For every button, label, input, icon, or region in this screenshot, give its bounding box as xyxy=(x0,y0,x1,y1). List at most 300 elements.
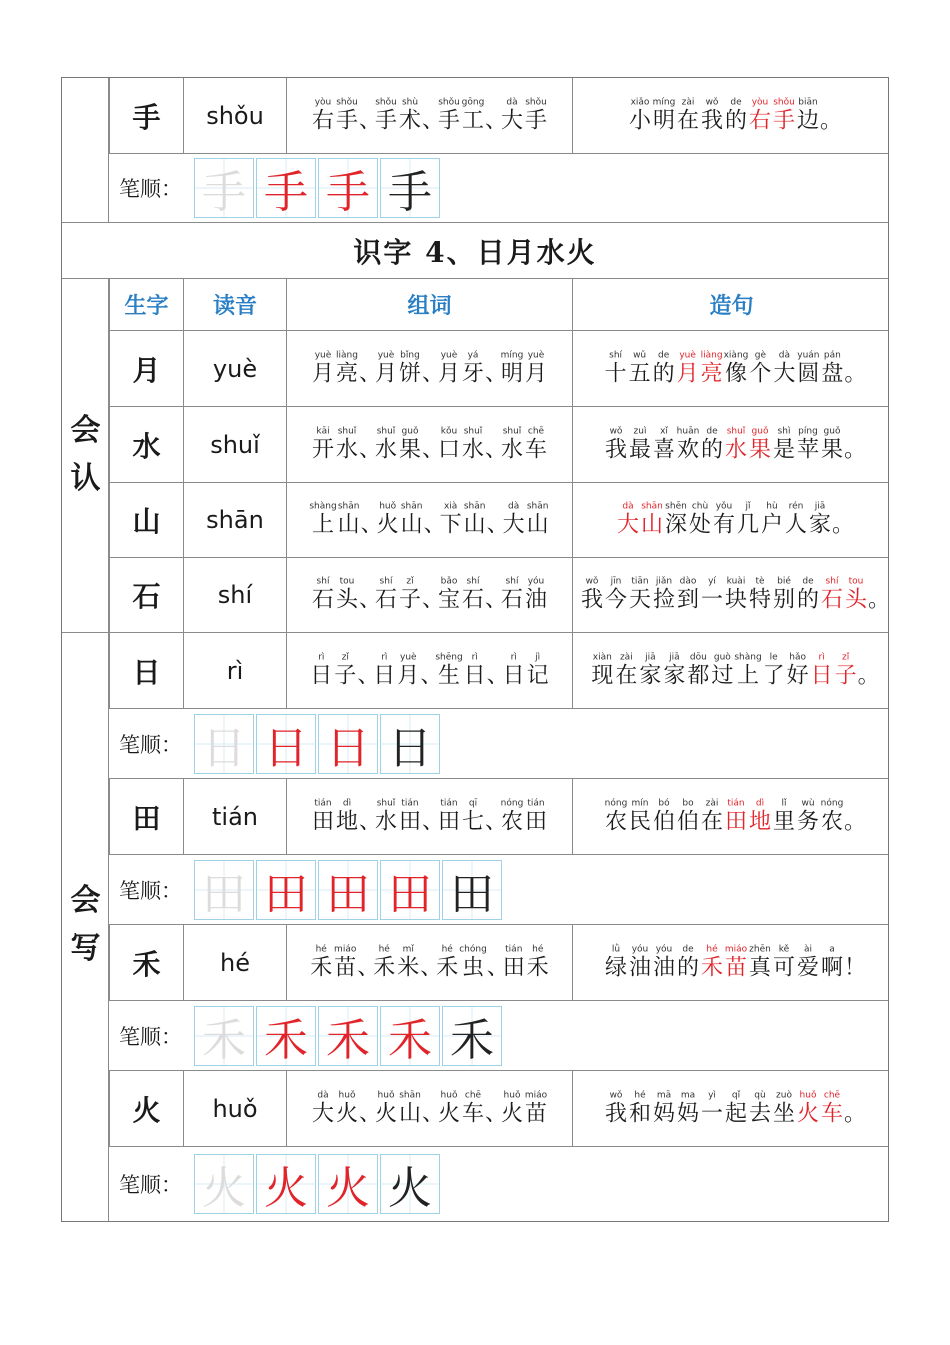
pinyin-annotation: dào xyxy=(679,576,697,587)
stroke-step-char: 手 xyxy=(388,167,432,218)
pinyin-annotation: guǒ xyxy=(751,426,769,436)
hanzi: 、 xyxy=(422,361,445,386)
stroke-step-char: 火 xyxy=(326,1163,370,1214)
stroke-order-label: 笔顺： xyxy=(119,732,182,757)
hanzi: 、 xyxy=(422,437,445,462)
hanzi: 、 xyxy=(485,361,508,386)
ruby-char xyxy=(820,426,844,463)
ruby-char xyxy=(374,97,398,134)
pinyin-annotation: píng xyxy=(798,426,818,436)
hanzi: 、 xyxy=(420,663,443,688)
pinyin-annotation: hǎo xyxy=(789,652,807,662)
hanzi: 欢 xyxy=(676,437,699,462)
pinyin-annotation: jiǎn xyxy=(655,576,673,587)
stroke-step-char: 日 xyxy=(388,722,432,774)
pinyin-annotation: shí xyxy=(505,576,519,587)
sentence-line xyxy=(573,97,890,134)
hanzi: 去 xyxy=(748,1101,771,1126)
pinyin-annotation: miáo xyxy=(724,944,748,954)
ruby-char xyxy=(502,944,526,981)
ruby-char xyxy=(604,577,628,614)
ruby-char xyxy=(796,97,820,134)
pinyin-annotation: zhēn xyxy=(749,944,771,954)
pinyin-annotation: zuò xyxy=(776,1090,792,1100)
recognize-row-4 xyxy=(109,558,891,633)
pinyin-annotation: yóu xyxy=(631,944,649,954)
ruby-char xyxy=(700,798,724,835)
ruby-char xyxy=(724,97,748,134)
hanzi: 天 xyxy=(628,587,651,613)
hanzi: 可 xyxy=(772,955,795,980)
words-cell xyxy=(286,331,572,406)
words-line xyxy=(287,97,572,134)
pinyin-annotation: wù xyxy=(801,798,815,808)
hanzi: 水 xyxy=(724,437,747,462)
pinyin-annotation: shǒu xyxy=(438,97,460,107)
hanzi: 我 xyxy=(700,108,723,133)
ruby-char xyxy=(710,652,734,689)
hanzi: 。 xyxy=(844,1101,867,1126)
ruby-char xyxy=(437,350,461,387)
ruby-char xyxy=(734,652,761,689)
ruby-char xyxy=(500,798,524,835)
ruby-char xyxy=(652,798,676,835)
hanzi: 、 xyxy=(486,663,509,688)
punctuation xyxy=(485,97,508,134)
char-cell: 火 xyxy=(109,1071,183,1146)
hanzi: 、 xyxy=(423,512,446,538)
ruby-char xyxy=(762,652,786,689)
hanzi: 、 xyxy=(422,587,445,613)
write-row-2 xyxy=(109,779,888,855)
pinyin-annotation: zǐ xyxy=(842,652,850,662)
pinyin-annotation: bié xyxy=(777,576,791,587)
ruby-char xyxy=(724,426,748,463)
ruby-char xyxy=(652,426,676,463)
hanzi: 、 xyxy=(485,587,508,613)
pinyin-annotation: dà xyxy=(778,350,790,360)
category-write-char-2: 写 xyxy=(70,931,101,966)
ruby-char xyxy=(736,502,760,539)
words-line xyxy=(287,502,572,539)
pinyin-annotation: tè xyxy=(755,576,765,587)
stroke-step-char: 禾 xyxy=(264,1014,308,1066)
ruby-char xyxy=(808,502,832,539)
pinyin-annotation: gōng xyxy=(461,97,485,107)
ruby-char xyxy=(628,350,652,387)
pinyin-annotation: yuè xyxy=(377,350,395,360)
write-row-3 xyxy=(109,925,888,1001)
hanzi: 月 xyxy=(311,361,334,386)
pinyin-annotation: mín xyxy=(631,798,649,808)
pinyin-annotation: hé xyxy=(378,944,390,954)
ruby-char xyxy=(524,1090,548,1127)
words-cell xyxy=(286,779,572,854)
hanzi: 石 xyxy=(820,587,843,613)
punctuation xyxy=(844,798,867,835)
ruby-char xyxy=(500,426,524,463)
stroke-step-char: 禾 xyxy=(326,1014,370,1066)
ruby-char xyxy=(335,97,359,134)
ruby-char xyxy=(524,350,548,387)
sentence-cell xyxy=(572,1071,890,1146)
category-recognize-char-1: 会 xyxy=(70,413,101,448)
ruby-char xyxy=(604,944,628,981)
ruby-char xyxy=(628,97,652,134)
pinyin-annotation: hù xyxy=(766,501,778,512)
pinyin-annotation: yì xyxy=(708,1090,716,1100)
stroke-boxes xyxy=(194,1006,504,1066)
pinyin-annotation: ma xyxy=(680,1090,696,1100)
write-row-4 xyxy=(109,1071,888,1147)
pinyin-annotation: yuè xyxy=(679,350,696,360)
hanzi: 油 xyxy=(628,955,651,980)
stroke-step-box xyxy=(380,1154,440,1214)
pinyin-cell: huǒ xyxy=(183,1071,286,1146)
punctuation xyxy=(357,652,380,689)
char-cell: 禾 xyxy=(109,925,183,1000)
pinyin-annotation: kāi xyxy=(316,426,330,436)
lesson-title: 识字 4、日月水火 xyxy=(62,223,888,279)
pinyin-annotation: shān xyxy=(399,1090,421,1100)
ruby-char xyxy=(374,577,398,614)
pinyin-annotation: huǒ xyxy=(440,1090,458,1100)
hanzi: 头 xyxy=(844,587,867,613)
ruby-char xyxy=(335,1090,359,1127)
pinyin-annotation: shì xyxy=(777,426,791,436)
hanzi: 火 xyxy=(376,512,399,538)
hanzi: 大 xyxy=(500,108,523,133)
hanzi: 牙 xyxy=(461,361,484,386)
hanzi: 的 xyxy=(652,361,675,386)
punctuation xyxy=(422,798,445,835)
ruby-char xyxy=(461,577,485,614)
pinyin-annotation: hé xyxy=(315,944,327,954)
hanzi: 绿 xyxy=(604,955,627,980)
ruby-char xyxy=(500,1090,524,1127)
pinyin-annotation: shuǐ xyxy=(463,426,483,436)
ruby-char xyxy=(700,1090,724,1127)
category-recognize xyxy=(62,279,109,633)
pinyin-annotation: shān xyxy=(337,501,360,512)
stroke-order-label: 笔顺： xyxy=(119,878,182,903)
pinyin-annotation: guǒ xyxy=(823,426,841,436)
hanzi: 起 xyxy=(724,1101,747,1126)
pinyin-annotation: yuè xyxy=(440,350,458,360)
ruby-char xyxy=(614,652,638,689)
ruby-char xyxy=(772,1090,796,1127)
pinyin-annotation: dà xyxy=(506,97,518,107)
ruby-char xyxy=(820,798,844,835)
ruby-char xyxy=(724,798,748,835)
ruby-char xyxy=(309,502,336,539)
ruby-char xyxy=(820,577,844,614)
sentence-cell xyxy=(572,779,890,854)
stroke-step-box xyxy=(318,1154,378,1214)
pinyin-annotation: dì xyxy=(755,798,765,808)
pinyin-annotation: zài xyxy=(619,652,633,662)
stroke-step-char: 田 xyxy=(202,868,246,920)
ruby-char xyxy=(810,652,834,689)
ruby-char xyxy=(796,944,820,981)
hanzi: 石 xyxy=(374,587,397,613)
hanzi: 火 xyxy=(500,1101,523,1126)
pinyin-annotation: yuán xyxy=(797,350,820,360)
hanzi: 、 xyxy=(359,361,382,386)
hanzi: 火 xyxy=(437,1101,460,1126)
pinyin-cell: yuè xyxy=(183,331,286,406)
pinyin-annotation: huǒ xyxy=(799,1090,817,1100)
hanzi: 、 xyxy=(485,437,508,462)
ruby-char xyxy=(311,577,335,614)
hanzi: 像 xyxy=(724,361,747,386)
hanzi: 田 xyxy=(524,809,547,834)
ruby-char xyxy=(335,798,359,835)
hanzi: 。 xyxy=(844,437,867,462)
hanzi: 宝 xyxy=(437,587,460,613)
pinyin-annotation: le xyxy=(769,652,778,662)
pinyin-annotation: jì xyxy=(535,652,541,662)
header-sentence: 造句 xyxy=(572,279,890,330)
punctuation xyxy=(360,502,383,539)
hanzi: 、 xyxy=(360,512,383,538)
punctuation xyxy=(485,577,508,614)
hanzi: 家 xyxy=(639,663,662,688)
hanzi: 。 xyxy=(844,361,867,386)
hanzi: 到 xyxy=(676,587,699,613)
hanzi: 水 xyxy=(335,437,358,462)
stroke-step-char: 禾 xyxy=(388,1014,432,1066)
ruby-char xyxy=(311,350,335,387)
pinyin-annotation: bǎo xyxy=(440,576,458,587)
ruby-char xyxy=(461,426,485,463)
pinyin-cell: tián xyxy=(183,779,286,854)
pinyin-annotation: huǒ xyxy=(338,1090,356,1100)
ruby-char xyxy=(335,350,359,387)
sentence-cell xyxy=(572,331,890,406)
sentence-line xyxy=(573,1090,890,1127)
pinyin-annotation: yòu xyxy=(751,97,769,107)
hanzi: 水 xyxy=(374,437,397,462)
ruby-char xyxy=(652,350,676,387)
punctuation xyxy=(422,1090,445,1127)
char-cell: 日 xyxy=(109,633,183,708)
char-cell: 山 xyxy=(109,483,183,557)
ruby-char xyxy=(398,426,422,463)
hanzi: 大 xyxy=(502,512,525,538)
stroke-step-char: 田 xyxy=(326,868,370,920)
hanzi: 处 xyxy=(688,512,711,538)
hanzi: 务 xyxy=(796,809,819,834)
hanzi: 深 xyxy=(664,512,687,538)
stroke-step-box xyxy=(380,158,440,218)
pinyin-annotation: kuài xyxy=(726,576,746,587)
hanzi: 水 xyxy=(374,809,397,834)
hanzi: 、 xyxy=(486,512,509,538)
punctuation xyxy=(359,426,382,463)
sentence-line xyxy=(573,426,890,463)
hanzi: 石 xyxy=(461,587,484,613)
ruby-char xyxy=(398,1090,422,1127)
pinyin-annotation: rì xyxy=(381,652,388,662)
pinyin-annotation: yóu xyxy=(527,576,545,587)
stroke-step-box xyxy=(442,860,502,920)
hanzi: 过 xyxy=(711,663,734,688)
hanzi: 田 xyxy=(437,809,460,834)
stroke-step-char: 禾 xyxy=(450,1014,494,1066)
char-cell: 月 xyxy=(109,331,183,406)
stroke-step-box xyxy=(194,158,254,218)
hanzi: 车 xyxy=(820,1101,843,1126)
hanzi: 最 xyxy=(628,437,651,462)
pinyin-annotation: huǒ xyxy=(379,501,397,512)
pinyin-annotation: hé xyxy=(441,944,453,954)
ruby-char xyxy=(374,1090,398,1127)
hanzi: 田 xyxy=(398,809,421,834)
pinyin-annotation: jiā xyxy=(669,652,680,662)
char-cell: 手 xyxy=(109,78,183,153)
ruby-char xyxy=(463,502,487,539)
pinyin-annotation: shù xyxy=(401,97,419,107)
ruby-char xyxy=(676,426,700,463)
sentence-line xyxy=(573,577,890,614)
pinyin-annotation: shǒu xyxy=(773,97,795,107)
hanzi: 上 xyxy=(311,512,334,538)
pinyin-annotation: wǒ xyxy=(609,426,623,436)
hanzi: 山 xyxy=(526,512,549,538)
pinyin-annotation: shí xyxy=(379,576,393,587)
punctuation xyxy=(359,798,382,835)
ruby-char xyxy=(604,350,628,387)
hanzi: 好 xyxy=(786,663,809,688)
char-cell: 石 xyxy=(109,558,183,632)
hanzi: 一 xyxy=(700,1101,723,1126)
hanzi: 右 xyxy=(748,108,771,133)
ruby-char xyxy=(500,577,524,614)
words-cell xyxy=(286,925,572,1000)
punctuation xyxy=(844,1090,867,1127)
pinyin-annotation: tou xyxy=(339,576,355,587)
hanzi: 亮 xyxy=(335,361,358,386)
pinyin-annotation: miáo xyxy=(334,944,357,954)
hanzi: 大 xyxy=(773,361,796,386)
hanzi: 果 xyxy=(820,437,843,462)
hanzi: 苹 xyxy=(796,437,819,462)
hanzi: 妈 xyxy=(676,1101,699,1126)
hanzi: 、 xyxy=(422,108,445,133)
hanzi: 山 xyxy=(398,1101,421,1126)
hanzi: 油 xyxy=(652,955,675,980)
pinyin-annotation: shuǐ xyxy=(726,426,746,436)
hanzi: 禾 xyxy=(700,955,723,980)
words-line xyxy=(287,577,572,614)
pinyin-annotation: jiā xyxy=(814,501,826,512)
pinyin-annotation: gè xyxy=(754,350,766,360)
recognize-row-3 xyxy=(109,483,888,558)
hanzi: 都 xyxy=(687,663,710,688)
ruby-char xyxy=(435,652,462,689)
words-line xyxy=(287,1090,572,1127)
header-char: 生字 xyxy=(109,279,183,330)
ruby-char xyxy=(676,350,700,387)
hanzi: 在 xyxy=(615,663,638,688)
hanzi: 是 xyxy=(772,437,795,462)
pinyin-annotation: pán xyxy=(823,350,841,360)
pinyin-annotation: mǐ xyxy=(402,944,414,954)
punctuation xyxy=(422,350,445,387)
hanzi: 、 xyxy=(357,955,380,980)
hanzi: 米 xyxy=(397,955,420,980)
sentence-cell xyxy=(572,407,890,482)
ruby-char xyxy=(796,1090,820,1127)
ruby-char xyxy=(652,97,676,134)
pinyin-annotation: yuè xyxy=(527,350,545,360)
ruby-char xyxy=(700,350,724,387)
pinyin-annotation: chē xyxy=(823,1090,841,1100)
pinyin-annotation: shǒu xyxy=(525,97,547,107)
ruby-char xyxy=(748,944,772,981)
hanzi: 记 xyxy=(526,663,549,688)
ruby-char xyxy=(372,652,396,689)
hanzi: 。 xyxy=(868,587,891,613)
ruby-char xyxy=(500,97,524,134)
ruby-char xyxy=(396,652,420,689)
sentence-line xyxy=(573,652,890,689)
stroke-step-char: 禾 xyxy=(202,1014,246,1066)
stroke-step-char: 火 xyxy=(202,1163,246,1214)
hanzi: 、 xyxy=(485,1101,508,1126)
ruby-char xyxy=(820,1090,844,1127)
pinyin-cell: hé xyxy=(183,925,286,1000)
ruby-char xyxy=(311,426,335,463)
pinyin-cell: shí xyxy=(183,558,286,632)
stroke-step-box xyxy=(194,1006,254,1066)
ruby-char xyxy=(772,944,796,981)
pinyin-annotation: hé xyxy=(706,944,718,954)
words-line xyxy=(287,798,572,835)
hanzi: 里 xyxy=(772,809,795,834)
hanzi: 了 xyxy=(762,663,785,688)
pinyin-annotation: shàng xyxy=(309,501,337,512)
pinyin-annotation: xià xyxy=(443,501,458,512)
hanzi: 果 xyxy=(398,437,421,462)
hanzi: 田 xyxy=(502,955,525,980)
pinyin-annotation: chóng xyxy=(459,944,487,954)
punctuation xyxy=(832,502,855,539)
pinyin-annotation: xǐ xyxy=(660,426,668,436)
pinyin-annotation: rén xyxy=(788,501,804,512)
pinyin-annotation: shēn xyxy=(665,501,687,512)
pinyin-annotation: mā xyxy=(656,1090,672,1100)
pinyin-annotation: shí xyxy=(609,350,623,360)
ruby-char xyxy=(772,577,796,614)
words-cell xyxy=(286,633,572,708)
words-cell xyxy=(286,558,572,632)
words-cell xyxy=(286,78,572,153)
hanzi: 。 xyxy=(844,809,867,834)
punctuation xyxy=(868,577,891,614)
hanzi: 在 xyxy=(700,809,723,834)
hanzi: 山 xyxy=(640,512,663,538)
ruby-char xyxy=(760,502,784,539)
pinyin-annotation: chù xyxy=(691,501,709,512)
pinyin-annotation: nóng xyxy=(604,798,628,808)
ruby-char xyxy=(333,652,357,689)
ruby-char xyxy=(580,577,604,614)
pinyin-annotation: de xyxy=(706,426,718,436)
pinyin-annotation: hé xyxy=(532,944,544,954)
hanzi: 月 xyxy=(397,663,420,688)
